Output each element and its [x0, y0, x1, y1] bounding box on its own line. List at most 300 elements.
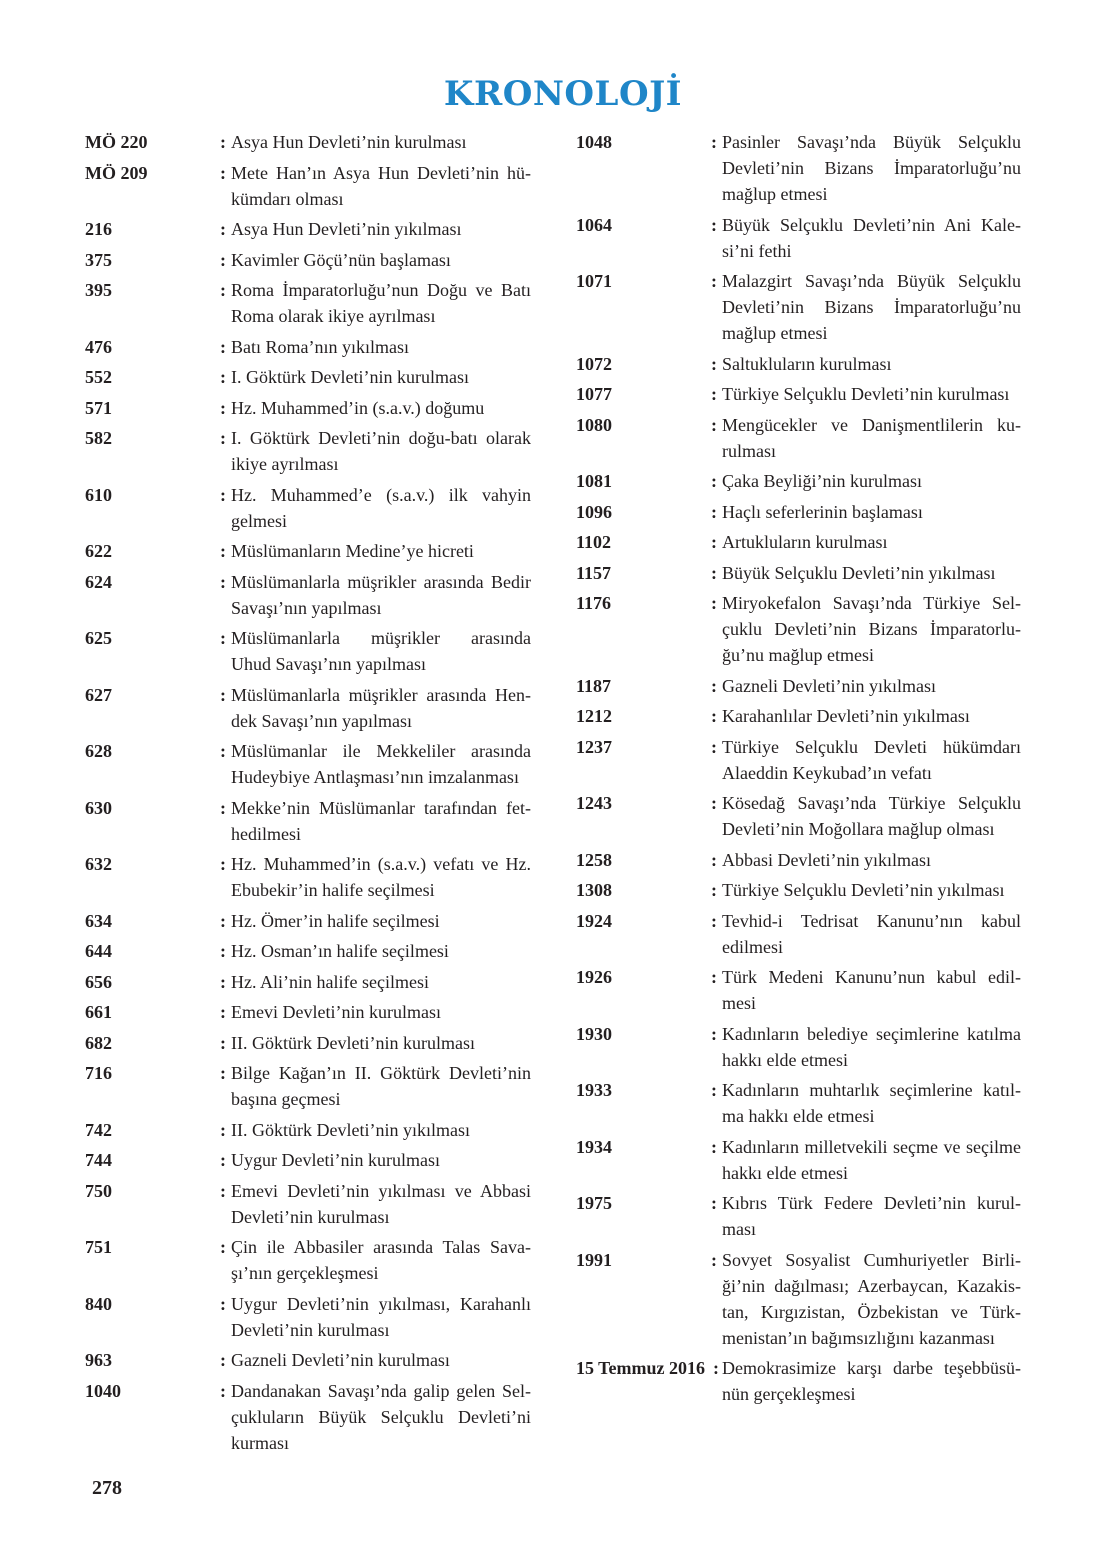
chronology-entry [576, 499, 1021, 525]
entry-date: 582 [85, 428, 112, 448]
entry-separator: : [711, 910, 717, 931]
entry-line: Hz. Osman’ın halife seçilmesi [231, 941, 449, 961]
entry-separator: : [220, 571, 226, 592]
entry-description [722, 529, 1021, 555]
entry-separator: : [711, 414, 717, 435]
entry-description [231, 247, 531, 273]
entry-line: hakkı elde etmesi [722, 1049, 848, 1070]
chronology-entry [85, 1347, 531, 1373]
entry-description [722, 673, 1021, 699]
entry-description [231, 795, 531, 847]
entry-separator: : [711, 1023, 717, 1044]
entry-date: 1080 [576, 414, 612, 435]
entry-date: 476 [85, 336, 112, 357]
entry-line: mağlup etmesi [722, 323, 828, 343]
entry-line: Mengücekler ve Danişmentlilerin ku- [722, 414, 1021, 435]
entry-separator: : [711, 880, 717, 900]
entry-description [231, 364, 531, 390]
entry-separator: : [711, 384, 717, 404]
entry-line: edilmesi [722, 936, 783, 957]
entry-separator: : [220, 484, 226, 505]
chronology-entry [576, 1355, 1021, 1407]
entry-description [231, 1291, 531, 1343]
chronology-entry [576, 412, 1021, 464]
entry-date: 1237 [576, 736, 612, 757]
entry-description [722, 734, 1021, 786]
entry-description [722, 499, 1021, 525]
entry-separator: : [711, 736, 717, 757]
entry-separator: : [711, 353, 717, 374]
entry-separator: : [711, 849, 717, 870]
entry-date: 1991 [576, 1249, 612, 1270]
entry-line: Devleti’nin kurulması [231, 1206, 390, 1227]
entry-separator: : [220, 428, 226, 448]
chronology-entry [85, 1117, 531, 1143]
entry-description [722, 847, 1021, 873]
entry-date: 1926 [576, 967, 612, 987]
chronology-entry [85, 999, 531, 1025]
entry-date: 632 [85, 854, 112, 874]
entry-line: Devleti’nin Moğollara mağlup olması [722, 819, 995, 839]
entry-description [231, 482, 531, 534]
entry-line: Kösedağ Savaşı’nda Türkiye Selçuklu [722, 793, 1021, 813]
entry-date: 840 [85, 1293, 112, 1314]
entry-description [722, 1247, 1021, 1351]
entry-date: 1924 [576, 910, 612, 931]
entry-date: 1934 [576, 1136, 612, 1157]
chronology-entry [85, 364, 531, 390]
entry-description [231, 738, 531, 790]
entry-line: Roma İmparatorluğu’nun Doğu ve Batı [231, 280, 531, 300]
entry-description [722, 790, 1021, 842]
entry-line: Bilge Kağan’ın II. Göktürk Devleti’nin [231, 1063, 531, 1083]
entry-description [231, 1378, 531, 1456]
chronology-entry [85, 738, 531, 790]
entry-date: 571 [85, 397, 112, 418]
entry-line: kümdarı olması [231, 188, 344, 209]
entry-separator: : [220, 1032, 226, 1053]
entry-line: II. Göktürk Devleti’nin kurulması [231, 1032, 475, 1053]
entry-description [231, 160, 531, 212]
entry-date: 15 Temmuz 2016 [576, 1358, 706, 1378]
entry-date: 216 [85, 219, 112, 239]
entry-description [231, 851, 531, 903]
chronology-entry [85, 482, 531, 534]
entry-separator: : [220, 1180, 226, 1201]
entry-date: 1933 [576, 1080, 612, 1100]
entry-separator: : [220, 684, 226, 705]
entry-separator: : [711, 471, 717, 491]
chronology-entry [85, 277, 531, 329]
chronology-left-column [85, 129, 531, 1460]
chronology-entry [576, 964, 1021, 1016]
chronology-entry [576, 590, 1021, 668]
entry-description [231, 425, 531, 477]
entry-line: Büyük Selçuklu Devleti’nin yıkılması [722, 562, 996, 583]
entry-separator: : [220, 1237, 226, 1257]
entry-line: Çin ile Abbasiler arasında Talas Sava- [231, 1237, 531, 1257]
entry-separator: : [220, 541, 226, 561]
entry-date: 1212 [576, 706, 612, 726]
chronology-entry [576, 381, 1021, 407]
entry-line: Haçlı seferlerinin başlaması [722, 501, 923, 522]
entry-description [231, 1117, 531, 1143]
entry-line: rulması [722, 440, 776, 461]
chronology-entry [85, 395, 531, 421]
chronology-right-column [576, 129, 1021, 1412]
chronology-entry [576, 908, 1021, 960]
entry-line: Müslümanlar ile Mekkeliler arasında [231, 741, 531, 761]
entry-date: 1187 [576, 675, 612, 696]
chronology-entry [85, 1178, 531, 1230]
entry-separator: : [711, 501, 717, 522]
entry-separator: : [220, 249, 226, 270]
entry-description [722, 381, 1021, 407]
entry-date: 716 [85, 1063, 112, 1083]
entry-date: 1930 [576, 1023, 612, 1044]
chronology-entry [576, 468, 1021, 494]
entry-description [722, 964, 1021, 1016]
entry-separator: : [220, 397, 226, 418]
entry-separator: : [220, 1002, 226, 1022]
entry-line: ği’nin dağılması; Azerbaycan, Kazakis- [722, 1275, 1021, 1296]
entry-line: Hz. Muhammed’e (s.a.v.) ilk vahyin [231, 484, 531, 505]
entry-description [722, 590, 1021, 668]
entry-separator: : [220, 971, 226, 992]
entry-line: çukluların Büyük Selçuklu Devleti’ni [231, 1406, 531, 1427]
page-title: KRONOLOJİ [443, 74, 683, 114]
chronology-entry [576, 1021, 1021, 1073]
chronology-entry [85, 569, 531, 621]
entry-line: Müslümanlarla müşrikler arasında Hen- [231, 684, 531, 705]
entry-description [231, 999, 531, 1025]
entry-description [231, 129, 531, 155]
chronology-entry [576, 877, 1021, 903]
chronology-entry [576, 847, 1021, 873]
chronology-entry [576, 703, 1021, 729]
entry-description [231, 938, 531, 964]
entry-line: ikiye ayrılması [231, 454, 339, 474]
entry-line: Tevhid-i Tedrisat Kanunu’nın kabul [722, 910, 1021, 931]
entry-separator: : [220, 132, 226, 152]
entry-description [722, 212, 1021, 264]
entry-line: Uygur Devleti’nin kurulması [231, 1150, 440, 1170]
chronology-entry [576, 529, 1021, 555]
entry-separator: : [711, 706, 717, 726]
entry-separator: : [711, 1080, 717, 1100]
entry-line: Pasinler Savaşı’nda Büyük Selçuklu [722, 132, 1021, 152]
chronology-entry [576, 212, 1021, 264]
entry-separator: : [711, 1136, 717, 1157]
entry-line: Miryokefalon Savaşı’nda Türkiye Sel- [722, 593, 1021, 613]
entry-line: Ebubekir’in halife seçilmesi [231, 880, 435, 900]
entry-line: Hz. Ali’nin halife seçilmesi [231, 971, 429, 992]
entry-date: 1048 [576, 132, 612, 152]
entry-date: 1064 [576, 214, 612, 235]
entry-description [231, 625, 531, 677]
entry-date: 1081 [576, 471, 612, 491]
entry-date: 1157 [576, 562, 612, 583]
entry-separator: : [220, 367, 226, 387]
entry-date: 1071 [576, 271, 612, 291]
entry-line: Türk Medeni Kanunu’nun kabul edil- [722, 967, 1021, 987]
entry-separator: : [220, 741, 226, 761]
entry-description [231, 1234, 531, 1286]
entry-separator: : [711, 1249, 717, 1270]
entry-line: dek Savaşı’nın yapılması [231, 710, 412, 731]
entry-line: Demokrasimize karşı darbe teşebbüsü- [722, 1358, 1021, 1378]
entry-line: Mete Han’ın Asya Hun Devleti’nin hü- [231, 162, 531, 183]
entry-description [231, 395, 531, 421]
entry-date: MÖ 209 [85, 162, 148, 183]
entry-line: Abbasi Devleti’nin yıkılması [722, 849, 931, 870]
chronology-entry [576, 560, 1021, 586]
entry-line: Roma olarak ikiye ayrılması [231, 306, 436, 326]
entry-description [231, 1178, 531, 1230]
entry-separator: : [220, 1380, 226, 1401]
entry-description [722, 468, 1021, 494]
entry-line: Çaka Beyliği’nin kurulması [722, 471, 922, 491]
chronology-entry [576, 1134, 1021, 1186]
entry-separator: : [711, 532, 717, 552]
entry-line: gelmesi [231, 510, 287, 531]
entry-line: Uhud Savaşı’nın yapılması [231, 654, 426, 674]
entry-date: 1176 [576, 593, 612, 613]
chronology-entry [576, 734, 1021, 786]
entry-description [722, 412, 1021, 464]
entry-line: başına geçmesi [231, 1089, 341, 1109]
entry-description [231, 969, 531, 995]
entry-line: Kadınların belediye seçimlerine katılma [722, 1023, 1021, 1044]
entry-date: 395 [85, 280, 112, 300]
entry-line: Uygur Devleti’nin yıkılması, Karahanlı [231, 1293, 531, 1314]
entry-date: 1072 [576, 353, 612, 374]
entry-separator: : [220, 854, 226, 874]
entry-line: Türkiye Selçuklu Devleti’nin yıkılması [722, 880, 1005, 900]
entry-separator: : [220, 1350, 226, 1370]
entry-separator: : [220, 1119, 226, 1140]
entry-line: Asya Hun Devleti’nin yıkılması [231, 219, 462, 239]
entry-date: 644 [85, 941, 112, 961]
entry-date: 1096 [576, 501, 612, 522]
entry-date: 742 [85, 1119, 112, 1140]
entry-description [722, 908, 1021, 960]
entry-date: 750 [85, 1180, 112, 1201]
chronology-entry [85, 216, 531, 242]
entry-separator: : [711, 562, 717, 583]
entry-date: 1077 [576, 384, 612, 404]
chronology-entry [85, 938, 531, 964]
entry-line: si’ni fethi [722, 240, 792, 261]
entry-line: tan, Kırgızistan, Özbekistan ve Türk- [722, 1301, 1021, 1322]
entry-line: Türkiye Selçuklu Devleti’nin kurulması [722, 384, 1010, 404]
chronology-entry [576, 1247, 1021, 1351]
entry-description [231, 1147, 531, 1173]
entry-date: 751 [85, 1237, 112, 1257]
entry-description [722, 351, 1021, 377]
entry-description [722, 1134, 1021, 1186]
chronology-entry [85, 160, 531, 212]
entry-line: Müslümanlarla müşrikler arasında [231, 628, 531, 648]
entry-date: 634 [85, 910, 112, 931]
entry-date: 1258 [576, 849, 612, 870]
entry-line: Kıbrıs Türk Federe Devleti’nin kurul- [722, 1193, 1021, 1213]
entry-line: ma hakkı elde etmesi [722, 1106, 875, 1126]
entry-description [231, 538, 531, 564]
entry-description [722, 877, 1021, 903]
chronology-entry [576, 129, 1021, 207]
entry-line: Müslümanların Medine’ye hicreti [231, 541, 474, 561]
entry-description [231, 334, 531, 360]
entry-description [722, 1190, 1021, 1242]
entry-description [722, 1077, 1021, 1129]
entry-separator: : [220, 219, 226, 239]
entry-date: 552 [85, 367, 112, 387]
chronology-entry [85, 538, 531, 564]
entry-line: I. Göktürk Devleti’nin kurulması [231, 367, 469, 387]
entry-line: Saltukluların kurulması [722, 353, 892, 374]
chronology-entry [85, 1147, 531, 1173]
entry-description [231, 1060, 531, 1112]
entry-line: menistan’ın bağımsızlığını kazanması [722, 1327, 995, 1348]
entry-date: 622 [85, 541, 112, 561]
entry-separator: : [220, 162, 226, 183]
entry-date: 744 [85, 1150, 112, 1170]
entry-date: 627 [85, 684, 112, 705]
entry-date: 625 [85, 628, 112, 648]
entry-line: Gazneli Devleti’nin kurulması [231, 1350, 450, 1370]
entry-line: Kadınların muhtarlık seçimlerine katıl- [722, 1080, 1021, 1100]
entry-description [231, 216, 531, 242]
entry-separator: : [711, 593, 717, 613]
entry-line: Artukluların kurulması [722, 532, 888, 552]
entry-date: 628 [85, 741, 112, 761]
entry-separator: : [711, 793, 717, 813]
entry-description [722, 129, 1021, 207]
entry-description [231, 908, 531, 934]
chronology-entry [85, 1060, 531, 1112]
chronology-entry [576, 673, 1021, 699]
entry-separator: : [220, 1150, 226, 1170]
entry-separator: : [220, 1293, 226, 1314]
entry-description [231, 1347, 531, 1373]
chronology-entry [85, 969, 531, 995]
entry-description [722, 1355, 1021, 1407]
entry-separator: : [220, 797, 226, 818]
entry-separator: : [711, 967, 717, 987]
entry-line: Türkiye Selçuklu Devleti hükümdarı [722, 736, 1021, 757]
entry-line: Kavimler Göçü’nün başlaması [231, 249, 451, 270]
entry-line: I. Göktürk Devleti’nin doğu-batı olarak [231, 428, 531, 448]
entry-date: 375 [85, 249, 112, 270]
entry-date: 682 [85, 1032, 112, 1053]
entry-description [231, 277, 531, 329]
entry-separator: : [220, 336, 226, 357]
chronology-entry [85, 247, 531, 273]
entry-line: Emevi Devleti’nin kurulması [231, 1002, 441, 1022]
entry-date: 610 [85, 484, 112, 505]
chronology-entry [576, 1190, 1021, 1242]
entry-line: mesi [722, 993, 756, 1013]
chronology-entry [85, 1378, 531, 1456]
entry-line: II. Göktürk Devleti’nin yıkılması [231, 1119, 470, 1140]
entry-date: 1975 [576, 1193, 612, 1213]
chronology-entry [576, 790, 1021, 842]
entry-line: Sovyet Sosyalist Cumhuriyetler Birli- [722, 1249, 1021, 1270]
entry-line: Savaşı’nın yapılması [231, 597, 382, 618]
entry-line: Kadınların milletvekili seçme ve seçilme [722, 1136, 1021, 1157]
chronology-entry [85, 334, 531, 360]
page-number: 278 [92, 1477, 122, 1499]
entry-line: Mekke’nin Müslümanlar tarafından fet- [231, 797, 531, 818]
entry-line: kurması [231, 1432, 289, 1453]
entry-line: mağlup etmesi [722, 184, 828, 204]
chronology-entry [85, 625, 531, 677]
chronology-entry [85, 795, 531, 847]
chronology-entry [576, 351, 1021, 377]
entry-separator: : [220, 941, 226, 961]
entry-line: şı’nın gerçekleşmesi [231, 1263, 379, 1283]
entry-line: hedilmesi [231, 823, 301, 844]
entry-date: 624 [85, 571, 112, 592]
entry-date: 963 [85, 1350, 112, 1370]
chronology-entry [85, 425, 531, 477]
entry-separator: : [711, 675, 717, 696]
entry-line: Hz. Muhammed’in (s.a.v.) vefatı ve Hz. [231, 854, 531, 874]
entry-date: 1102 [576, 532, 612, 552]
entry-separator: : [220, 628, 226, 648]
entry-line: nün gerçekleşmesi [722, 1384, 856, 1404]
entry-line: çuklu Devleti’nin Bizans İmparatorlu- [722, 619, 1021, 639]
entry-line: hakkı elde etmesi [722, 1162, 848, 1183]
entry-line: Devleti’nin Bizans İmparatorluğu’nu [722, 158, 1021, 178]
entry-separator: : [711, 1193, 717, 1213]
entry-line: Karahanlılar Devleti’nin yıkılması [722, 706, 970, 726]
entry-line: Alaeddin Keykubad’ın vefatı [722, 762, 932, 783]
entry-line: Asya Hun Devleti’nin kurulması [231, 132, 467, 152]
entry-description [231, 1030, 531, 1056]
entry-separator: : [220, 280, 226, 300]
entry-separator: : [713, 1358, 719, 1378]
entry-line: Hudeybiye Antlaşması’nın imzalanması [231, 767, 519, 787]
entry-separator: : [711, 271, 717, 291]
chronology-entry [85, 129, 531, 155]
entry-description [722, 1021, 1021, 1073]
entry-line: Gazneli Devleti’nin yıkılması [722, 675, 936, 696]
chronology-entry [85, 908, 531, 934]
entry-line: Malazgirt Savaşı’nda Büyük Selçuklu [722, 271, 1021, 291]
entry-date: 1243 [576, 793, 612, 813]
chronology-entry [85, 1291, 531, 1343]
entry-date: 661 [85, 1002, 112, 1022]
entry-line: Müslümanlarla müşrikler arasında Bedir [231, 571, 531, 592]
entry-line: Batı Roma’nın yıkılması [231, 336, 409, 357]
chronology-entry [85, 1030, 531, 1056]
chronology-entry [576, 268, 1021, 346]
entry-separator: : [711, 214, 717, 235]
entry-description [722, 268, 1021, 346]
entry-description [231, 682, 531, 734]
entry-line: ğu’nu mağlup etmesi [722, 645, 874, 665]
entry-line: ması [722, 1219, 756, 1239]
entry-line: Emevi Devleti’nin yıkılması ve Abbasi [231, 1180, 531, 1201]
entry-date: MÖ 220 [85, 132, 148, 152]
entry-date: 656 [85, 971, 112, 992]
entry-line: Dandanakan Savaşı’nda galip gelen Sel- [231, 1380, 531, 1401]
chronology-entry [85, 1234, 531, 1286]
entry-line: Devleti’nin Bizans İmparatorluğu’nu [722, 297, 1021, 317]
entry-date: 1040 [85, 1380, 121, 1401]
